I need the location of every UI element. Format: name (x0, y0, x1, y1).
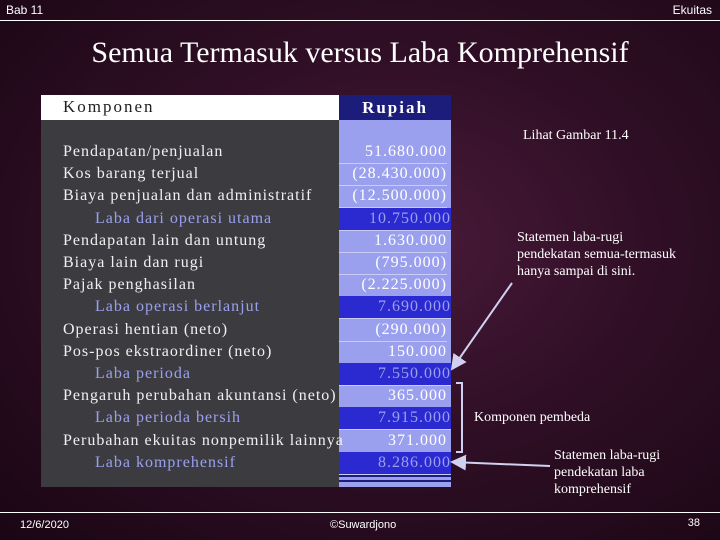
page-number: 38 (687, 517, 700, 529)
row-value: (2.225.000) (339, 274, 447, 297)
row-label: Laba perioda (95, 365, 191, 382)
note-komponen-pembeda: Komponen pembeda (474, 410, 591, 425)
topic-label: Ekuitas (672, 3, 712, 17)
row-value: 51.680.000 (339, 141, 447, 164)
note-line: pendekatan semua-termasuk (517, 247, 676, 262)
row-label: Pendapatan/penjualan (63, 143, 224, 160)
header-rupiah: Rupiah (339, 95, 451, 120)
row-value: 1.630.000 (339, 230, 447, 253)
bracket-komponen-pembeda (456, 383, 462, 452)
note-line: hanya sampai di sini. (517, 264, 636, 279)
footer-author: ©Suwardjono (330, 519, 397, 531)
note-line: pendekatan laba (554, 465, 645, 480)
row-value: 8.286.000 (339, 452, 451, 475)
row-value: 150.000 (339, 341, 447, 364)
row-label: Laba operasi berlanjut (95, 298, 261, 316)
row-value: (290.000) (339, 319, 447, 342)
row-label: Biaya lain dan rugi (63, 254, 205, 271)
header-komponen: Komponen (63, 97, 155, 116)
note-lihat-gambar: Lihat Gambar 11.4 (523, 128, 629, 143)
row-value: 10.750.000 (339, 208, 451, 231)
row-value: (795.000) (339, 252, 447, 275)
arrow-to-laba-komprehensif (452, 462, 550, 466)
note-line: Statemen laba-rugi (554, 448, 661, 463)
row-label: Pengaruh perubahan akuntansi (neto) (63, 387, 337, 405)
row-label: Pos-pos ekstraordiner (neto) (63, 342, 273, 360)
chapter-label: Bab 11 (6, 3, 44, 17)
row-label: Laba dari operasi utama (95, 209, 273, 227)
row-label: Kos barang terjual (63, 165, 200, 183)
row-label: Pendapatan lain dan untung (63, 231, 267, 249)
row-value: (12.500.000) (339, 185, 447, 208)
row-label: Perubahan ekuitas nonpemilik lainnya (63, 431, 344, 449)
slide-title: Semua Termasuk versus Laba Komprehensif (91, 36, 629, 69)
row-label: Pajak penghasilan (63, 276, 196, 294)
arrow-to-laba-perioda (452, 283, 512, 369)
note-line: Statemen laba-rugi (517, 230, 624, 245)
row-label: Biaya penjualan dan administratif (63, 187, 313, 205)
row-value: (28.430.000) (339, 163, 447, 186)
row-label: Operasi hentian (neto) (63, 320, 229, 338)
row-label: Laba komprehensif (95, 453, 236, 471)
row-value: 7.690.000 (339, 296, 451, 319)
footer-date: 12/6/2020 (20, 519, 69, 531)
row-value: 7.550.000 (339, 363, 451, 386)
row-value: 371.000 (339, 430, 447, 453)
note-line: komprehensif (554, 482, 631, 497)
row-value: 365.000 (339, 385, 447, 408)
footer-divider (0, 512, 720, 513)
row-value: 7.915.000 (339, 407, 451, 430)
row-label: Laba perioda bersih (95, 409, 242, 427)
